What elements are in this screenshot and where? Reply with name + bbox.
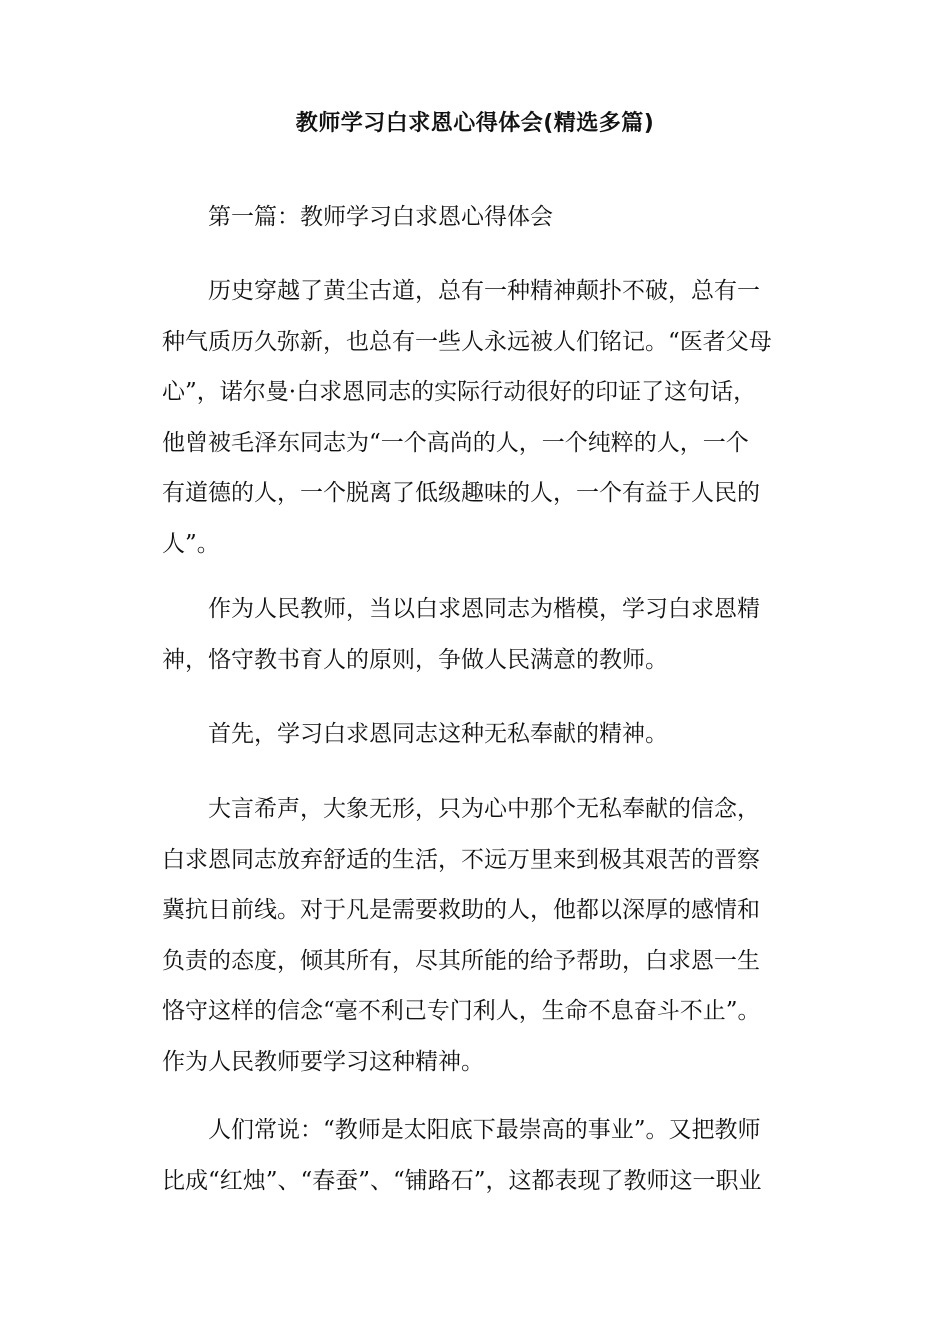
paragraph <box>162 784 802 1087</box>
paragraph-line: 心”，诺尔曼·白求恩同志的实际行动很好的印证了这句话， <box>162 379 757 405</box>
paragraph-line: 作为人民教师，当以白求恩同志为楷模，学习白求恩精 <box>208 596 760 622</box>
paragraph <box>162 709 802 760</box>
section-heading: 第一篇：教师学习白求恩心得体会 <box>208 204 553 230</box>
paragraph-line: 有道德的人，一个脱离了低级趣味的人，一个有益于人民的 <box>162 480 760 506</box>
paragraph-line: 历史穿越了黄尘古道，总有一种精神颠扑不破，总有一 <box>208 278 760 304</box>
paragraph-line: 他曾被毛泽东同志为“一个高尚的人，一个纯粹的人，一个 <box>162 429 749 456</box>
paragraph-line: 种气质历久弥新，也总有一些人永远被人们铭记。“医者父母 <box>162 328 772 355</box>
paragraph <box>162 266 802 569</box>
paragraph-line: 冀抗日前线。对于凡是需要救助的人，他都以深厚的感情和 <box>162 897 760 923</box>
paragraph <box>162 584 802 685</box>
document-title: 教师学习白求恩心得体会(精选多篇) <box>295 111 655 136</box>
paragraph-line: 首先，学习白求恩同志这种无私奉献的精神。 <box>208 721 668 747</box>
paragraph-line: 负责的态度，倾其所有，尽其所能的给予帮助，白求恩一生 <box>162 947 760 974</box>
paragraph-line: 恪守这样的信念“毫不利己专门利人，生命不息奋斗不止”。 <box>162 998 761 1024</box>
paragraph-line: 作为人民教师要学习这种精神。 <box>162 1048 484 1075</box>
paragraph-line: 白求恩同志放弃舒适的生活，不远万里来到极其艰苦的晋察 <box>162 846 760 873</box>
paragraph-line: 神，恪守教书育人的原则，争做人民满意的教师。 <box>162 646 668 673</box>
paragraph-line: 人们常说：“教师是太阳底下最崇高的事业”。又把教师 <box>208 1117 761 1143</box>
paragraph-line: 比成“红烛”、“春蚕”、“铺路石”，这都表现了教师这一职业 <box>162 1167 762 1194</box>
paragraph-line: 人”。 <box>162 530 220 557</box>
paragraph-line: 大言希声，大象无形，只为心中那个无私奉献的信念， <box>208 796 760 822</box>
paragraph <box>162 1105 802 1206</box>
